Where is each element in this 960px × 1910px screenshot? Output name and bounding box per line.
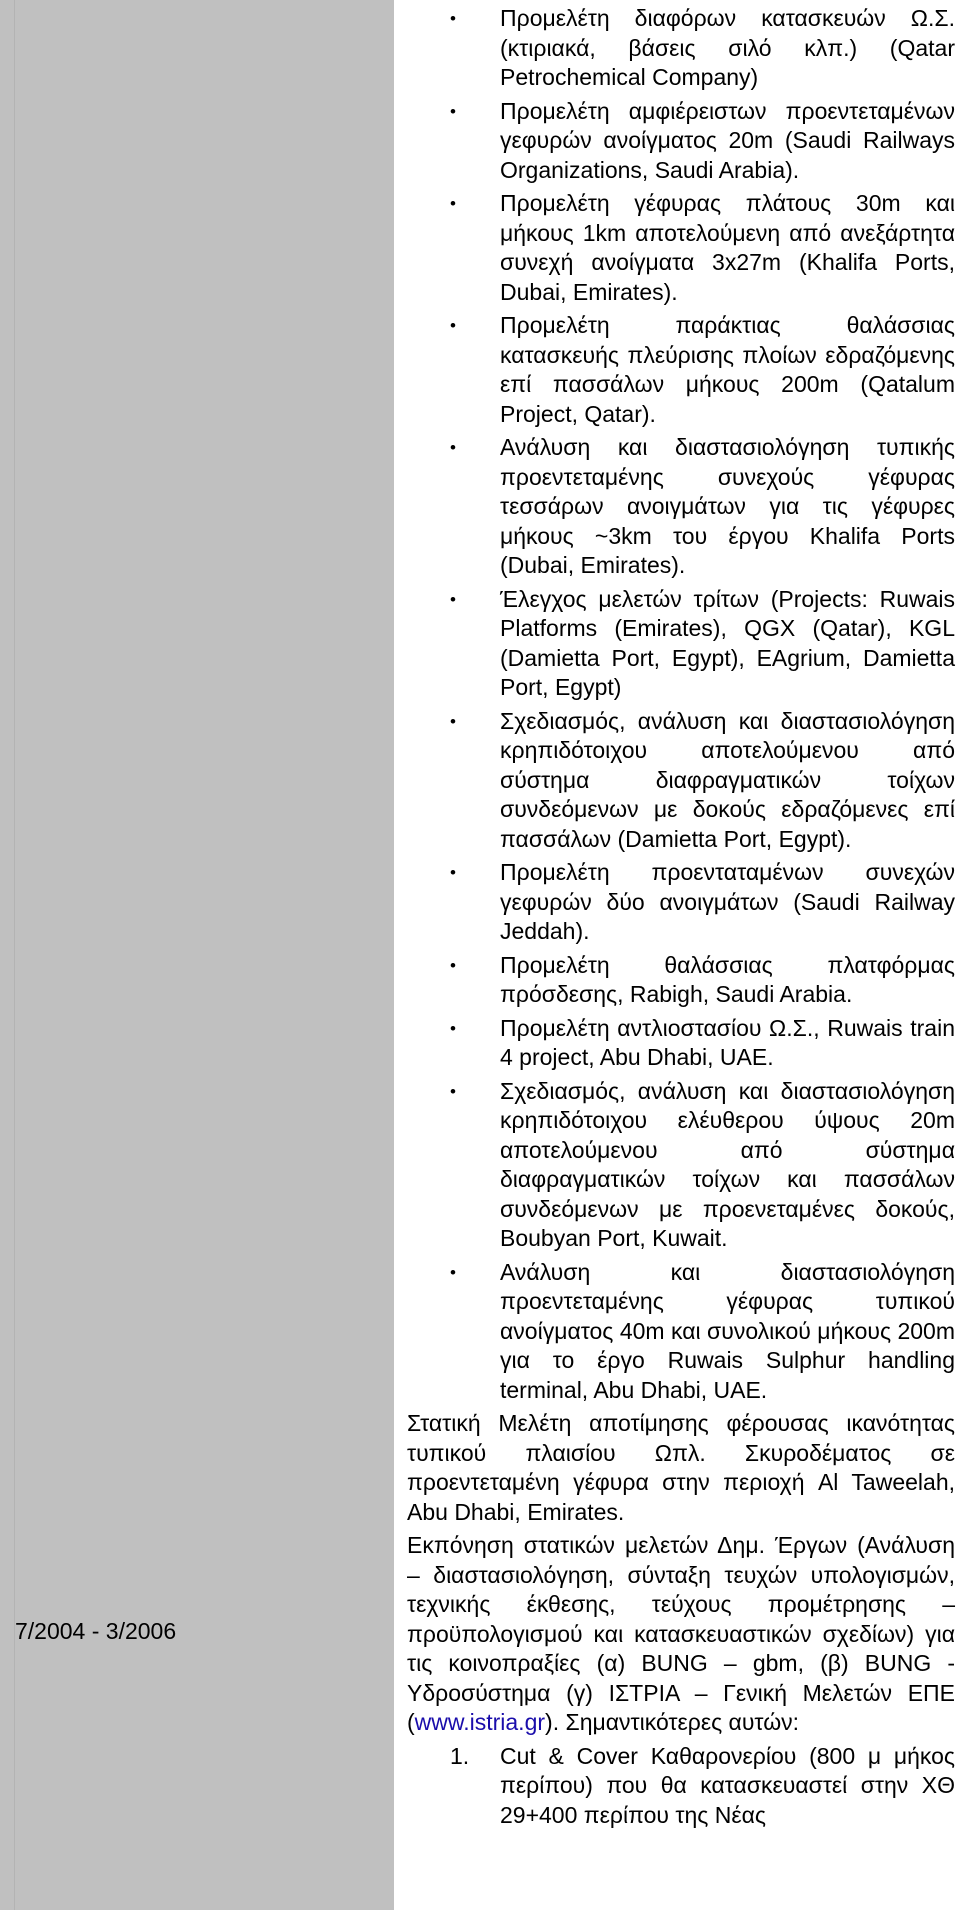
list-item [407,858,955,947]
period-label: 7/2004 - 3/2006 [15,1618,177,1644]
list-item-text: Προμελέτη αντλιοστασίου Ω.Σ., Ruwais train 4 project, Abu Dhabi, UAE. [500,1014,955,1070]
list-item-text: Προμελέτη διαφόρων κατασκευών Ω.Σ. (κτιριακά, βάσεις σιλό κλπ.) (Qatar Petrochemical Company) [500,5,955,90]
list-item [407,585,955,703]
paragraph-text: Εκπόνηση στατικών μελετών Δημ. Έργων (Ανάλυση – διαστασιολόγηση, σύνταξη τευχών υπολογισμών, τεχνικής έκθεσης, τεύχους προμέτρησης – προϋπολογισμού και κατασκευαστικών σχεδίων) για τις κοινοπραξίες (α) BUNG – gbm, (β) BUNG - Υδροσύστημα (γ) ΙΣΤΡΙΑ – Γενική Μελετών ΕΠΕ ( [407,1532,955,1735]
bullet-icon: • [450,1018,456,1038]
projects-numbered-list [407,1742,955,1831]
bullet-icon: • [450,316,456,335]
paragraph-text-end: ). Σημαντικότερες αυτών: [545,1709,800,1735]
bullet-icon: • [450,711,456,731]
list-item-text: Προμελέτη προενταταμένων συνεχών γεφυρών δύο ανοιγμάτων (Saudi Railway Jeddah). [500,859,955,944]
numbered-item [407,1742,955,1831]
list-item-text: Σχεδιασμός, ανάλυση και διαστασιολόγηση κρηπιδότοιχου αποτελούμενου από σύστημα διαφραγματικών τοίχων συνδεόμενων με δοκούς εδραζόμενες επί πασσάλων (Damietta Port, Egypt). [500,707,955,852]
list-item [407,951,955,1010]
list-item-text: Προμελέτη γέφυρας πλάτους 30m και μήκους 1km αποτελούμενη από ανεξάρτητα συνεχή ανοίγματα 3x27m (Khalifa Ports, Dubai, Emirates). [500,190,955,305]
bullet-icon: • [450,955,456,975]
item-number: 1. [450,1742,470,1769]
description-column [407,4,955,1830]
list-item [407,97,955,186]
list-item [407,311,955,429]
date-column [0,0,394,1910]
list-item-text: Προμελέτη αμφιέρειστων προεντεταμένων γεφυρών ανοίγματος 20m (Saudi Railways Organizations, Saudi Arabia). [500,97,955,183]
project-bullet-list [407,4,955,1405]
assessment-paragraph: Στατική Μελέτη αποτίμησης φέρουσας ικανότητας τυπικού πλαισίου Ωπλ. Σκυροδέματος σε προεντεταμένη γέφυρα στην περιοχή Al Taweelah, Abu Dhabi, Emirates. [407,1410,955,1525]
list-item [407,4,955,93]
list-item-text: Έλεγχος μελετών τρίτων (Projects: Ruwais Platforms (Emirates), QGX (Qatar), KGL (Damietta Port, Egypt), EAgrium, Damietta Port, Egypt) [500,585,955,700]
bullet-icon: • [450,194,456,213]
list-item [407,1258,955,1406]
list-item-text: Ανάλυση και διαστασιολόγηση προεντεταμένης γέφυρας τυπικού ανοίγματος 40m και συνολικού μήκους 200m για το έργο Ruwais Sulphur handling terminal, Abu Dhabi, UAE. [500,1258,955,1403]
bullet-icon: • [450,863,456,882]
bullet-icon: • [450,589,456,609]
bullet-icon: • [450,1081,456,1101]
bullet-icon: • [450,101,456,121]
public-works-paragraph [407,1531,955,1738]
list-item [407,1077,955,1254]
list-item-text: Ανάλυση και διαστασιολόγηση τυπικής προεντεταμένης συνεχούς γέφυρας τεσσάρων ανοιγμάτων για τις γέφυρες μήκους ~3km του έργου Khalifa Ports (Dubai, Emirates). [500,434,955,578]
istria-link[interactable]: www.istria.gr [414,1709,546,1735]
list-item-text: Σχεδιασμός, ανάλυση και διαστασιολόγηση κρηπιδότοιχου ελέυθερου ύψους 20m αποτελούμενου από σύστημα διαφραγματικών τοίχων και πασσάλων συνδεόμενων με προενεταμένες δοκούς, Boubyan Port, Kuwait. [500,1077,955,1251]
bullet-icon: • [450,9,456,28]
list-item-text: Προμελέτη θαλάσσιας πλατφόρμας πρόσδεσης, Rabigh, Saudi Arabia. [500,951,955,1007]
bullet-icon: • [450,438,456,457]
list-item-text: Προμελέτη παράκτιας θαλάσσιας κατασκευής πλεύρισης πλοίων εδραζόμενης επί πασσάλων μήκους 200m (Qatalum Project, Qatar). [500,312,955,427]
bullet-icon: • [450,1262,456,1282]
numbered-item-text: Cut & Cover Καθαρονερίου (800 μ μήκος περίπου) που θα κατασκευαστεί στην ΧΘ 29+400 περίπου της Νέας [500,1742,955,1828]
list-item [407,189,955,307]
list-item [407,433,955,581]
list-item [407,1014,955,1073]
list-item [407,707,955,855]
